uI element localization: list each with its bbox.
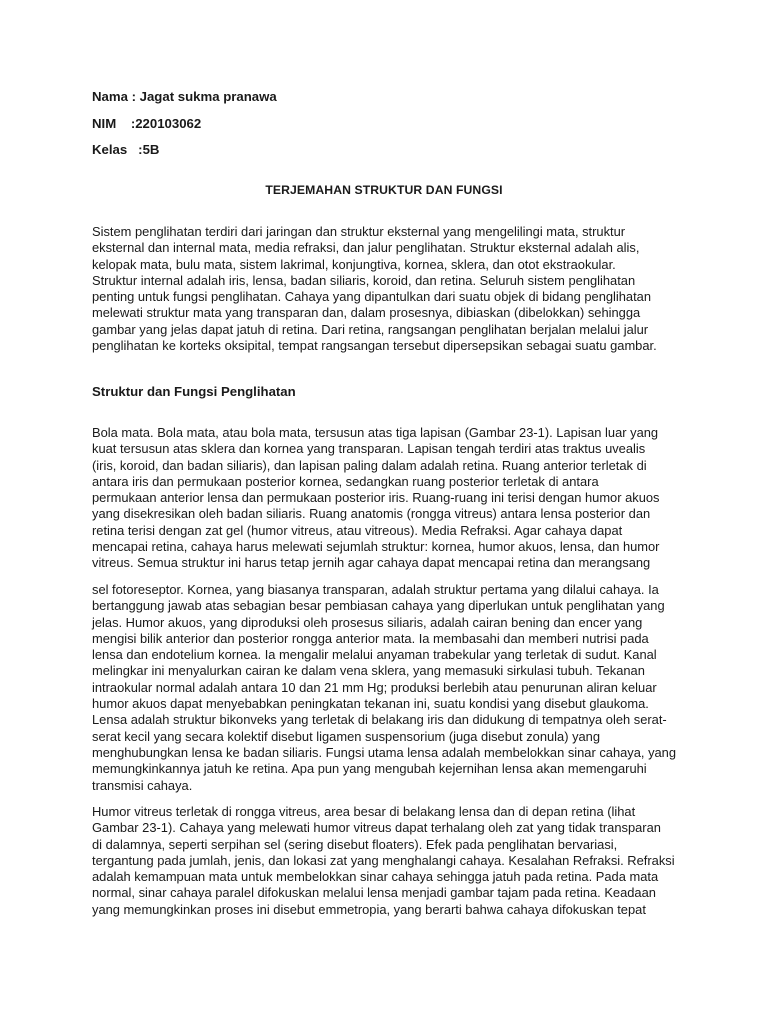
paragraph-line: Gambar 23-1). Cahaya yang melewati humor vitreus dapat terhalang oleh zat yang tidak transparan <box>92 820 661 836</box>
paragraph-line: kelopak mata, bulu mata, sistem lakrimal, konjungtiva, kornea, sklera, dan otot ekstraokular. <box>92 256 616 272</box>
paragraph-line: bertanggung jawab atas sebagian besar pembiasan cahaya yang diperlukan untuk penglihatan yang <box>92 598 665 614</box>
paragraph-line: lensa dan endotelium kornea. Ia mengalir melalui anyaman trabekular yang terletak di sudut. Kanal <box>92 647 657 663</box>
paragraph-line: memungkinkannya jatuh ke retina. Apa pun yang mengubah kejernihan lensa akan memengaruhi <box>92 761 647 777</box>
paragraph-line: melingkar ini menyalurkan cairan ke dalam vena sklera, yang memasuki sirkulasi tubuh. Tekanan <box>92 663 645 679</box>
paragraph-line: permukaan anterior lensa dan permukaan posterior iris. Ruang-ruang ini terisi dengan humor akuos <box>92 490 660 506</box>
student-nim: NIM :220103062 <box>92 116 202 131</box>
paragraph-line: melewati struktur mata yang transparan dan, dalam prosesnya, dibiaskan (dibelokkan) sehingga <box>92 305 641 321</box>
paragraph-line: yang memungkinkan proses ini disebut emmetropia, yang berarti bahwa cahaya difokuskan tepat <box>92 901 646 917</box>
paragraph-line: vitreus. Semua struktur ini harus tetap jernih agar cahaya dapat mencapai retina dan merangsang <box>92 555 651 571</box>
paragraph-line: eksternal dan internal mata, media refraksi, dan jalur penglihatan. Struktur eksternal adalah alis, <box>92 240 640 256</box>
paragraph-line: intraokular normal adalah antara 10 dan 21 mm Hg; produksi berlebih atau penurunan aliran keluar <box>92 679 657 695</box>
paragraph-kornea-lensa <box>92 582 682 794</box>
paragraph-line: yang disekresikan oleh badan siliaris. Ruang anatomis (rongga vitreus) antara lensa posterior dan <box>92 506 651 522</box>
section-heading: Struktur dan Fungsi Penglihatan <box>92 384 296 399</box>
paragraph-line: humor akuos dapat menyebabkan peningkatan tekanan ini, suatu kondisi yang disebut glaukoma. <box>92 696 649 712</box>
paragraph-line: serat kecil yang secara kolektif disebut ligamen suspensorium (juga disebut zonula) yang <box>92 728 601 744</box>
paragraph-line: Bola mata. Bola mata, atau bola mata, tersusun atas tiga lapisan (Gambar 23-1). Lapisan luar yang <box>92 425 659 440</box>
paragraph-line: Sistem penglihatan terdiri dari jaringan dan struktur eksternal yang mengelilingi mata, struktur <box>92 224 626 239</box>
paragraph-line: menghubungkan lensa ke badan siliaris. Fungsi utama lensa adalah membelokkan sinar cahaya, yang <box>92 744 677 760</box>
paragraph-line: mengisi bilik anterior dan posterior rongga anterior mata. Ia membasahi dan memberi nutrisi pada <box>92 630 649 646</box>
paragraph-line: penting untuk fungsi penglihatan. Cahaya yang dipantulkan dari suatu objek di bidang penglihatan <box>92 289 652 305</box>
paragraph-line: Struktur internal adalah iris, lensa, badan siliaris, koroid, dan retina. Seluruh sistem penglihatan <box>92 272 636 288</box>
paragraph-line: tergantung pada jumlah, jenis, dan lokasi zat yang menghalangi cahaya. Kesalahan Refraksi. Refraksi <box>92 852 675 868</box>
paragraph-line: sel fotoreseptor. Kornea, yang biasanya transparan, adalah struktur pertama yang dilalui cahaya. Ia <box>92 582 659 597</box>
student-class: Kelas :5B <box>92 142 160 157</box>
paragraph-line: normal, sinar cahaya paralel difokuskan melalui lensa menjadi gambar tajam pada retina. Keadaan <box>92 885 656 901</box>
paragraph-intro <box>92 224 682 354</box>
paragraph-line: penglihatan ke korteks oksipital, tempat rangsangan tersebut dipersepsikan sebagai suatu gambar. <box>92 338 657 354</box>
document-title: TERJEMAHAN STRUKTUR DAN FUNGSI <box>265 183 503 197</box>
paragraph-line: (iris, koroid, dan badan siliaris), dan lapisan paling dalam adalah retina. Ruang anterior terletak di <box>92 457 647 473</box>
paragraph-line: antara iris dan permukaan posterior kornea, sedangkan ruang posterior terletak di antara <box>92 473 599 489</box>
paragraph-line: adalah kemampuan mata untuk membelokkan sinar cahaya sehingga jatuh pada retina. Pada mata <box>92 869 659 885</box>
paragraph-line: gambar yang jelas dapat jatuh di retina. Dari retina, rangsangan penglihatan berjalan melalui jalur <box>92 321 649 337</box>
paragraph-line: Humor vitreus terletak di rongga vitreus, area besar di belakang lensa dan di depan retina (lihat <box>92 804 636 819</box>
paragraph-line: mencapai retina, cahaya harus melewati sejumlah struktur: kornea, humor akuos, lensa, dan humor <box>92 539 660 555</box>
paragraph-line: retina terisi dengan zat gel (humor vitreus, atau vitreous). Media Refraksi. Agar cahaya dapat <box>92 522 623 538</box>
paragraph-humor-vitreus <box>92 804 682 918</box>
paragraph-line: Lensa adalah struktur bikonveks yang terletak di belakang iris dan didukung di tempatnya oleh serat- <box>92 712 667 728</box>
paragraph-bola-mata <box>92 425 682 572</box>
student-name: Nama : Jagat sukma pranawa <box>92 89 277 104</box>
paragraph-line: transmisi cahaya. <box>92 777 193 793</box>
paragraph-line: kuat tersusun atas sklera dan kornea yang transparan. Lapisan tengah terdiri atas traktus uvealis <box>92 441 646 457</box>
paragraph-line: jelas. Humor akuos, yang diproduksi oleh prosesus siliaris, adalah cairan bening dan encer yang <box>92 614 643 630</box>
paragraph-line: di dalamnya, seperti serpihan sel (sering disebut floaters). Efek pada penglihatan bervariasi, <box>92 836 618 852</box>
